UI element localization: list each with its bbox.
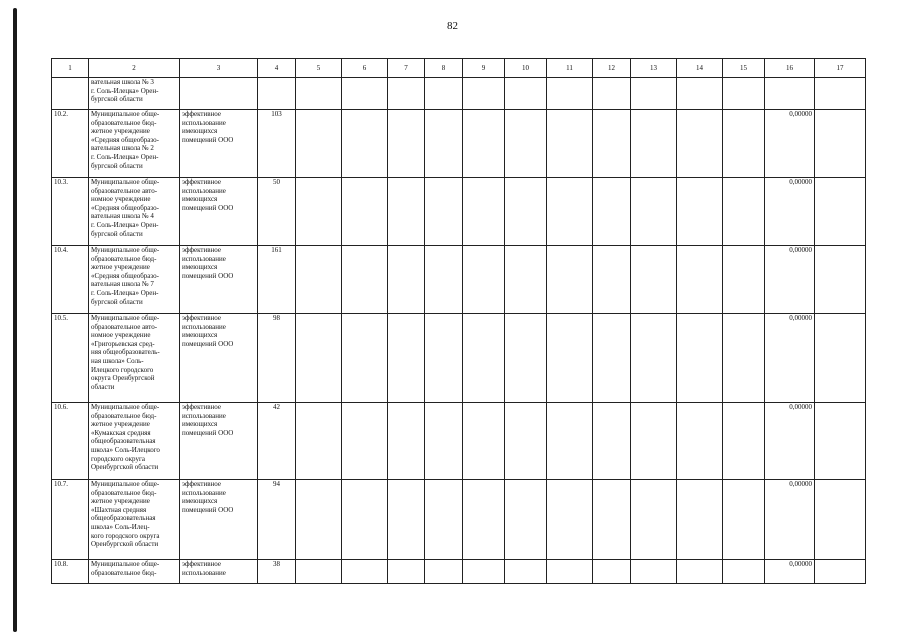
column-header-6: 6 xyxy=(342,59,388,78)
column-header-11: 11 xyxy=(547,59,593,78)
empty-cell xyxy=(723,110,765,178)
empty-cell xyxy=(296,110,342,178)
empty-cell xyxy=(547,560,593,584)
empty-cell xyxy=(547,246,593,314)
table-row xyxy=(52,246,866,314)
table-row xyxy=(52,178,866,246)
empty-cell xyxy=(631,560,677,584)
empty-cell xyxy=(815,110,866,178)
column-header-9: 9 xyxy=(463,59,505,78)
row-number-cell: 10.2. xyxy=(52,110,89,178)
empty-cell xyxy=(547,178,593,246)
empty-cell xyxy=(723,314,765,403)
data-table xyxy=(51,58,866,584)
empty-cell xyxy=(425,403,463,480)
empty-cell xyxy=(388,178,425,246)
empty-cell xyxy=(342,480,388,560)
empty-cell xyxy=(677,480,723,560)
empty-cell xyxy=(388,403,425,480)
value-cell: 103 xyxy=(258,110,296,178)
empty-cell xyxy=(425,560,463,584)
empty-cell xyxy=(342,78,388,110)
empty-cell xyxy=(677,403,723,480)
amount-cell xyxy=(765,78,815,110)
column-header-4: 4 xyxy=(258,59,296,78)
empty-cell xyxy=(723,403,765,480)
row-number-cell: 10.5. xyxy=(52,314,89,403)
empty-cell xyxy=(593,314,631,403)
empty-cell xyxy=(296,246,342,314)
empty-cell xyxy=(296,314,342,403)
amount-cell: 0,00000 xyxy=(765,246,815,314)
row-number-cell: 10.4. xyxy=(52,246,89,314)
empty-cell xyxy=(505,480,547,560)
empty-cell xyxy=(463,314,505,403)
institution-name-cell: Муниципальное обще- образовательное бюд- жетное учреждение «Шахтная средняя общеобразовательная школа» Соль-Илец- кого городского округа Оренбургской области xyxy=(89,480,180,560)
amount-cell: 0,00000 xyxy=(765,314,815,403)
institution-name-cell: Муниципальное обще- образовательное авто- номное учреждение «Григорьевская сред- няя общеобразователь- ная школа» Соль- Илецкого городского округа Оренбургской области xyxy=(89,314,180,403)
empty-cell xyxy=(593,246,631,314)
empty-cell xyxy=(463,110,505,178)
table-body xyxy=(52,78,866,584)
column-header-1: 1 xyxy=(52,59,89,78)
empty-cell xyxy=(631,480,677,560)
empty-cell xyxy=(723,178,765,246)
empty-cell xyxy=(723,78,765,110)
table-row xyxy=(52,403,866,480)
empty-cell xyxy=(593,78,631,110)
empty-cell xyxy=(631,78,677,110)
empty-cell xyxy=(631,403,677,480)
empty-cell xyxy=(425,314,463,403)
row-number-cell: 10.3. xyxy=(52,178,89,246)
measure-cell: эффективное использование имеющихся помещений ООО xyxy=(180,403,258,480)
empty-cell xyxy=(677,246,723,314)
empty-cell xyxy=(388,480,425,560)
empty-cell xyxy=(677,314,723,403)
value-cell xyxy=(258,78,296,110)
institution-name-cell: Муниципальное обще- образовательное авто- номное учреждение «Средняя общеобразо- вательная школа № 4 г. Соль-Илецка» Орен- бургской области xyxy=(89,178,180,246)
column-header-5: 5 xyxy=(296,59,342,78)
value-cell: 50 xyxy=(258,178,296,246)
empty-cell xyxy=(425,480,463,560)
measure-cell: эффективное использование имеющихся помещений ООО xyxy=(180,314,258,403)
empty-cell xyxy=(388,78,425,110)
empty-cell xyxy=(296,403,342,480)
empty-cell xyxy=(505,78,547,110)
empty-cell xyxy=(631,246,677,314)
empty-cell xyxy=(815,403,866,480)
empty-cell xyxy=(388,110,425,178)
empty-cell xyxy=(547,314,593,403)
empty-cell xyxy=(677,78,723,110)
empty-cell xyxy=(463,78,505,110)
empty-cell xyxy=(388,560,425,584)
empty-cell xyxy=(505,178,547,246)
empty-cell xyxy=(342,246,388,314)
page-number: 82 xyxy=(447,20,458,32)
empty-cell xyxy=(388,246,425,314)
amount-cell: 0,00000 xyxy=(765,110,815,178)
empty-cell xyxy=(425,110,463,178)
value-cell: 98 xyxy=(258,314,296,403)
empty-cell xyxy=(677,560,723,584)
empty-cell xyxy=(425,78,463,110)
empty-cell xyxy=(547,78,593,110)
column-header-3: 3 xyxy=(180,59,258,78)
empty-cell xyxy=(631,314,677,403)
empty-cell xyxy=(342,178,388,246)
empty-cell xyxy=(723,246,765,314)
row-number-cell: 10.8. xyxy=(52,560,89,584)
measure-cell: эффективное использование имеющихся помещений ООО xyxy=(180,110,258,178)
measure-cell: эффективное использование имеющихся помещений ООО xyxy=(180,480,258,560)
table-row xyxy=(52,314,866,403)
institution-name-cell: Муниципальное обще- образовательное бюд- жетное учреждение «Средняя общеобразо- вательная школа № 7 г. Соль-Илецка» Орен- бургской области xyxy=(89,246,180,314)
amount-cell: 0,00000 xyxy=(765,560,815,584)
empty-cell xyxy=(723,560,765,584)
measure-cell: эффективное использование имеющихся помещений ООО xyxy=(180,178,258,246)
empty-cell xyxy=(631,110,677,178)
column-header-13: 13 xyxy=(631,59,677,78)
amount-cell: 0,00000 xyxy=(765,403,815,480)
empty-cell xyxy=(505,246,547,314)
table-row xyxy=(52,110,866,178)
empty-cell xyxy=(723,480,765,560)
empty-cell xyxy=(342,110,388,178)
empty-cell xyxy=(677,110,723,178)
empty-cell xyxy=(296,480,342,560)
empty-cell xyxy=(463,178,505,246)
empty-cell xyxy=(631,178,677,246)
empty-cell xyxy=(815,78,866,110)
empty-cell xyxy=(547,110,593,178)
column-header-2: 2 xyxy=(89,59,180,78)
empty-cell xyxy=(593,178,631,246)
empty-cell xyxy=(342,314,388,403)
empty-cell xyxy=(505,560,547,584)
empty-cell xyxy=(547,480,593,560)
table-row xyxy=(52,78,866,110)
empty-cell xyxy=(388,314,425,403)
column-header-7: 7 xyxy=(388,59,425,78)
amount-cell: 0,00000 xyxy=(765,480,815,560)
empty-cell xyxy=(505,314,547,403)
empty-cell xyxy=(342,403,388,480)
column-header-16: 16 xyxy=(765,59,815,78)
column-header-10: 10 xyxy=(505,59,547,78)
value-cell: 161 xyxy=(258,246,296,314)
scan-edge-mark xyxy=(13,8,17,632)
column-header-14: 14 xyxy=(677,59,723,78)
value-cell: 42 xyxy=(258,403,296,480)
column-header-8: 8 xyxy=(425,59,463,78)
column-header-17: 17 xyxy=(815,59,866,78)
empty-cell xyxy=(815,480,866,560)
empty-cell xyxy=(296,178,342,246)
table-row xyxy=(52,560,866,584)
empty-cell xyxy=(593,480,631,560)
empty-cell xyxy=(463,480,505,560)
column-header-12: 12 xyxy=(593,59,631,78)
empty-cell xyxy=(296,78,342,110)
amount-cell: 0,00000 xyxy=(765,178,815,246)
empty-cell xyxy=(342,560,388,584)
empty-cell xyxy=(425,246,463,314)
row-number-cell: 10.6. xyxy=(52,403,89,480)
header-row xyxy=(52,59,866,78)
empty-cell xyxy=(463,403,505,480)
empty-cell xyxy=(463,246,505,314)
measure-cell: эффективное использование xyxy=(180,560,258,584)
empty-cell xyxy=(815,246,866,314)
empty-cell xyxy=(815,178,866,246)
empty-cell xyxy=(593,560,631,584)
empty-cell xyxy=(593,110,631,178)
value-cell: 94 xyxy=(258,480,296,560)
empty-cell xyxy=(296,560,342,584)
empty-cell xyxy=(593,403,631,480)
column-header-15: 15 xyxy=(723,59,765,78)
measure-cell xyxy=(180,78,258,110)
empty-cell xyxy=(547,403,593,480)
institution-name-cell: Муниципальное обще- образовательное бюд- xyxy=(89,560,180,584)
empty-cell xyxy=(815,560,866,584)
empty-cell xyxy=(463,560,505,584)
institution-name-cell: Муниципальное обще- образовательное бюд- жетное учреждение «Средняя общеобразо- вательная школа № 2 г. Соль-Илецка» Орен- бургской области xyxy=(89,110,180,178)
institution-name-cell: Муниципальное обще- образовательное бюд- жетное учреждение «Кумакская средняя общеобразовательная школа» Соль-Илецкого городского округа Оренбургской области xyxy=(89,403,180,480)
empty-cell xyxy=(677,178,723,246)
measure-cell: эффективное использование имеющихся помещений ООО xyxy=(180,246,258,314)
institution-name-cell: вательная школа № 3 г. Соль-Илецка» Орен- бургской области xyxy=(89,78,180,110)
table-row xyxy=(52,480,866,560)
value-cell: 38 xyxy=(258,560,296,584)
empty-cell xyxy=(425,178,463,246)
row-number-cell xyxy=(52,78,89,110)
row-number-cell: 10.7. xyxy=(52,480,89,560)
empty-cell xyxy=(505,110,547,178)
empty-cell xyxy=(505,403,547,480)
empty-cell xyxy=(815,314,866,403)
